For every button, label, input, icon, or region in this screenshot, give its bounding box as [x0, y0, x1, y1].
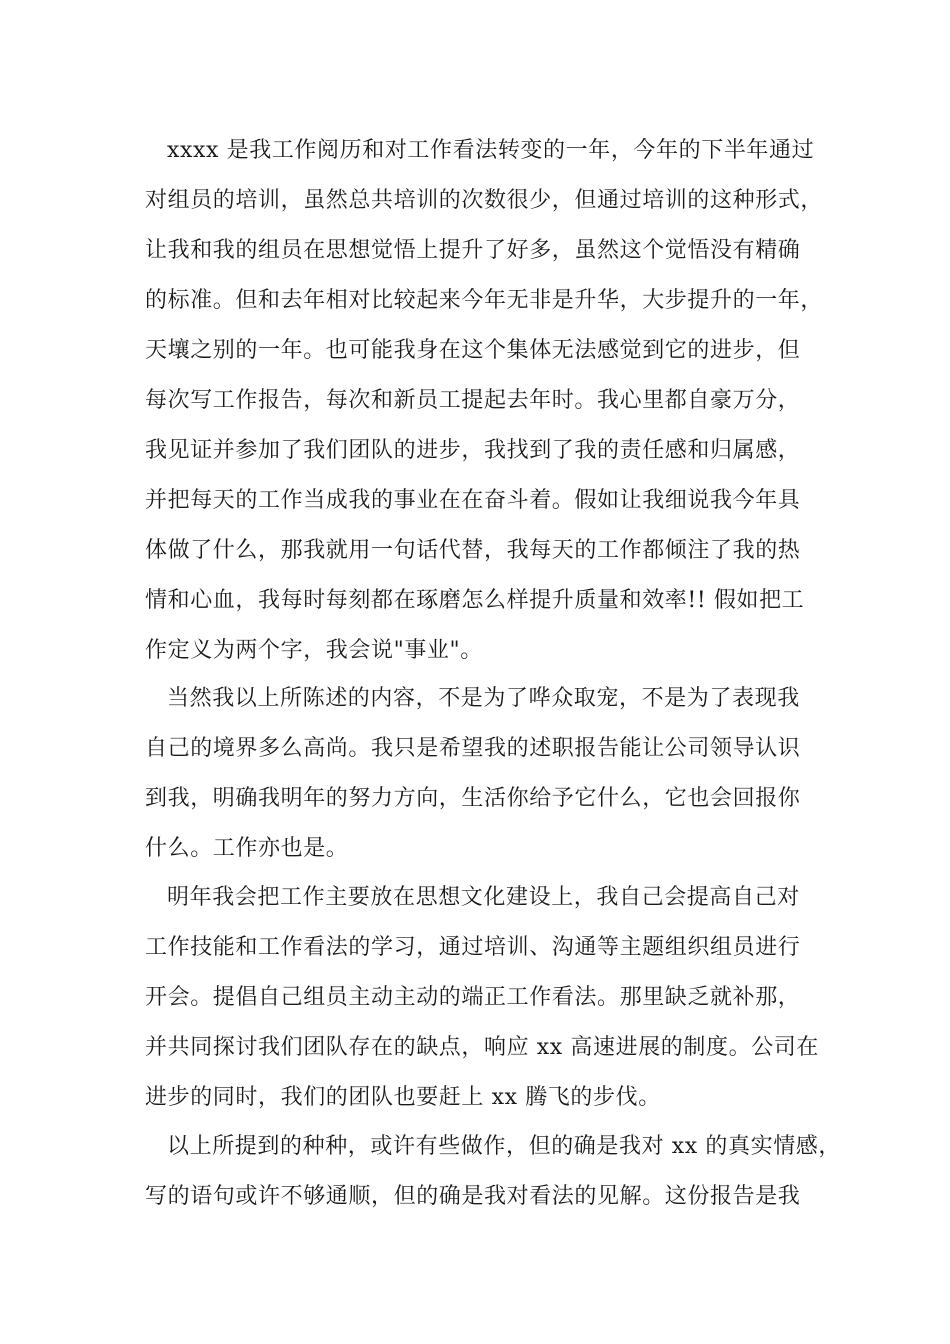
text-line: 以上所提到的种种，或许有些做作，但的确是我对 xx 的真实情感， — [167, 1134, 842, 1159]
text-line: 进步的同时，我们的团队也要赶上 xx 腾飞的步伐。 — [145, 1085, 661, 1110]
text-line: 并把每天的工作当成我的事业在在奋斗着。假如让我细说我今年具 — [145, 488, 801, 513]
text-line: xxxx 是我工作阅历和对工作看法转变的一年，今年的下半年通过 — [167, 138, 815, 163]
text-line: 对组员的培训，虽然总共培训的次数很少，但通过培训的这种形式， — [145, 188, 824, 213]
text-line: 什么。工作亦也是。 — [145, 836, 349, 861]
text-line: 体做了什么，那我就用一句话代替，我每天的工作都倾注了我的热 — [145, 538, 801, 563]
text-line: 并共同探讨我们团队存在的缺点，响应 xx 高速进展的制度。公司在 — [145, 1035, 820, 1060]
text-line: 当然我以上所陈述的内容，不是为了哗众取宠，不是为了表现我 — [167, 686, 800, 711]
text-line: 我见证并参加了我们团队的进步，我找到了我的责任感和归属感， — [145, 438, 801, 463]
text-line: 开会。提倡自己组员主动主动的端正工作看法。那里缺乏就补那， — [145, 985, 801, 1010]
text-line: 到我，明确我明年的努力方向，生活你给予它什么，它也会回报你 — [145, 786, 801, 811]
text-line: 作定义为两个字，我会说"事业"。 — [145, 638, 483, 663]
text-line: 的标准。但和去年相对比较起来今年无非是升华，大步提升的一年， — [145, 288, 824, 313]
text-line: 让我和我的组员在思想觉悟上提升了好多，虽然这个觉悟没有精确 — [145, 238, 801, 263]
text-line: 写的语句或许不够通顺，但的确是我对看法的见解。这份报告是我 — [145, 1184, 801, 1209]
text-line: 天壤之别的一年。也可能我身在这个集体无法感觉到它的进步，但 — [145, 338, 801, 363]
text-line: 情和心血，我每时每刻都在琢磨怎么样提升质量和效率!! 假如把工 — [145, 588, 805, 613]
text-line: 明年我会把工作主要放在思想文化建设上，我自己会提高自己对 — [167, 885, 800, 910]
text-line: 自己的境界多么高尚。我只是希望我的述职报告能让公司领导认识 — [145, 736, 801, 761]
text-line: 工作技能和工作看法的学习，通过培训、沟通等主题组织组员进行 — [145, 935, 801, 960]
text-line: 每次写工作报告，每次和新员工提起去年时。我心里都自豪万分， — [145, 388, 801, 413]
